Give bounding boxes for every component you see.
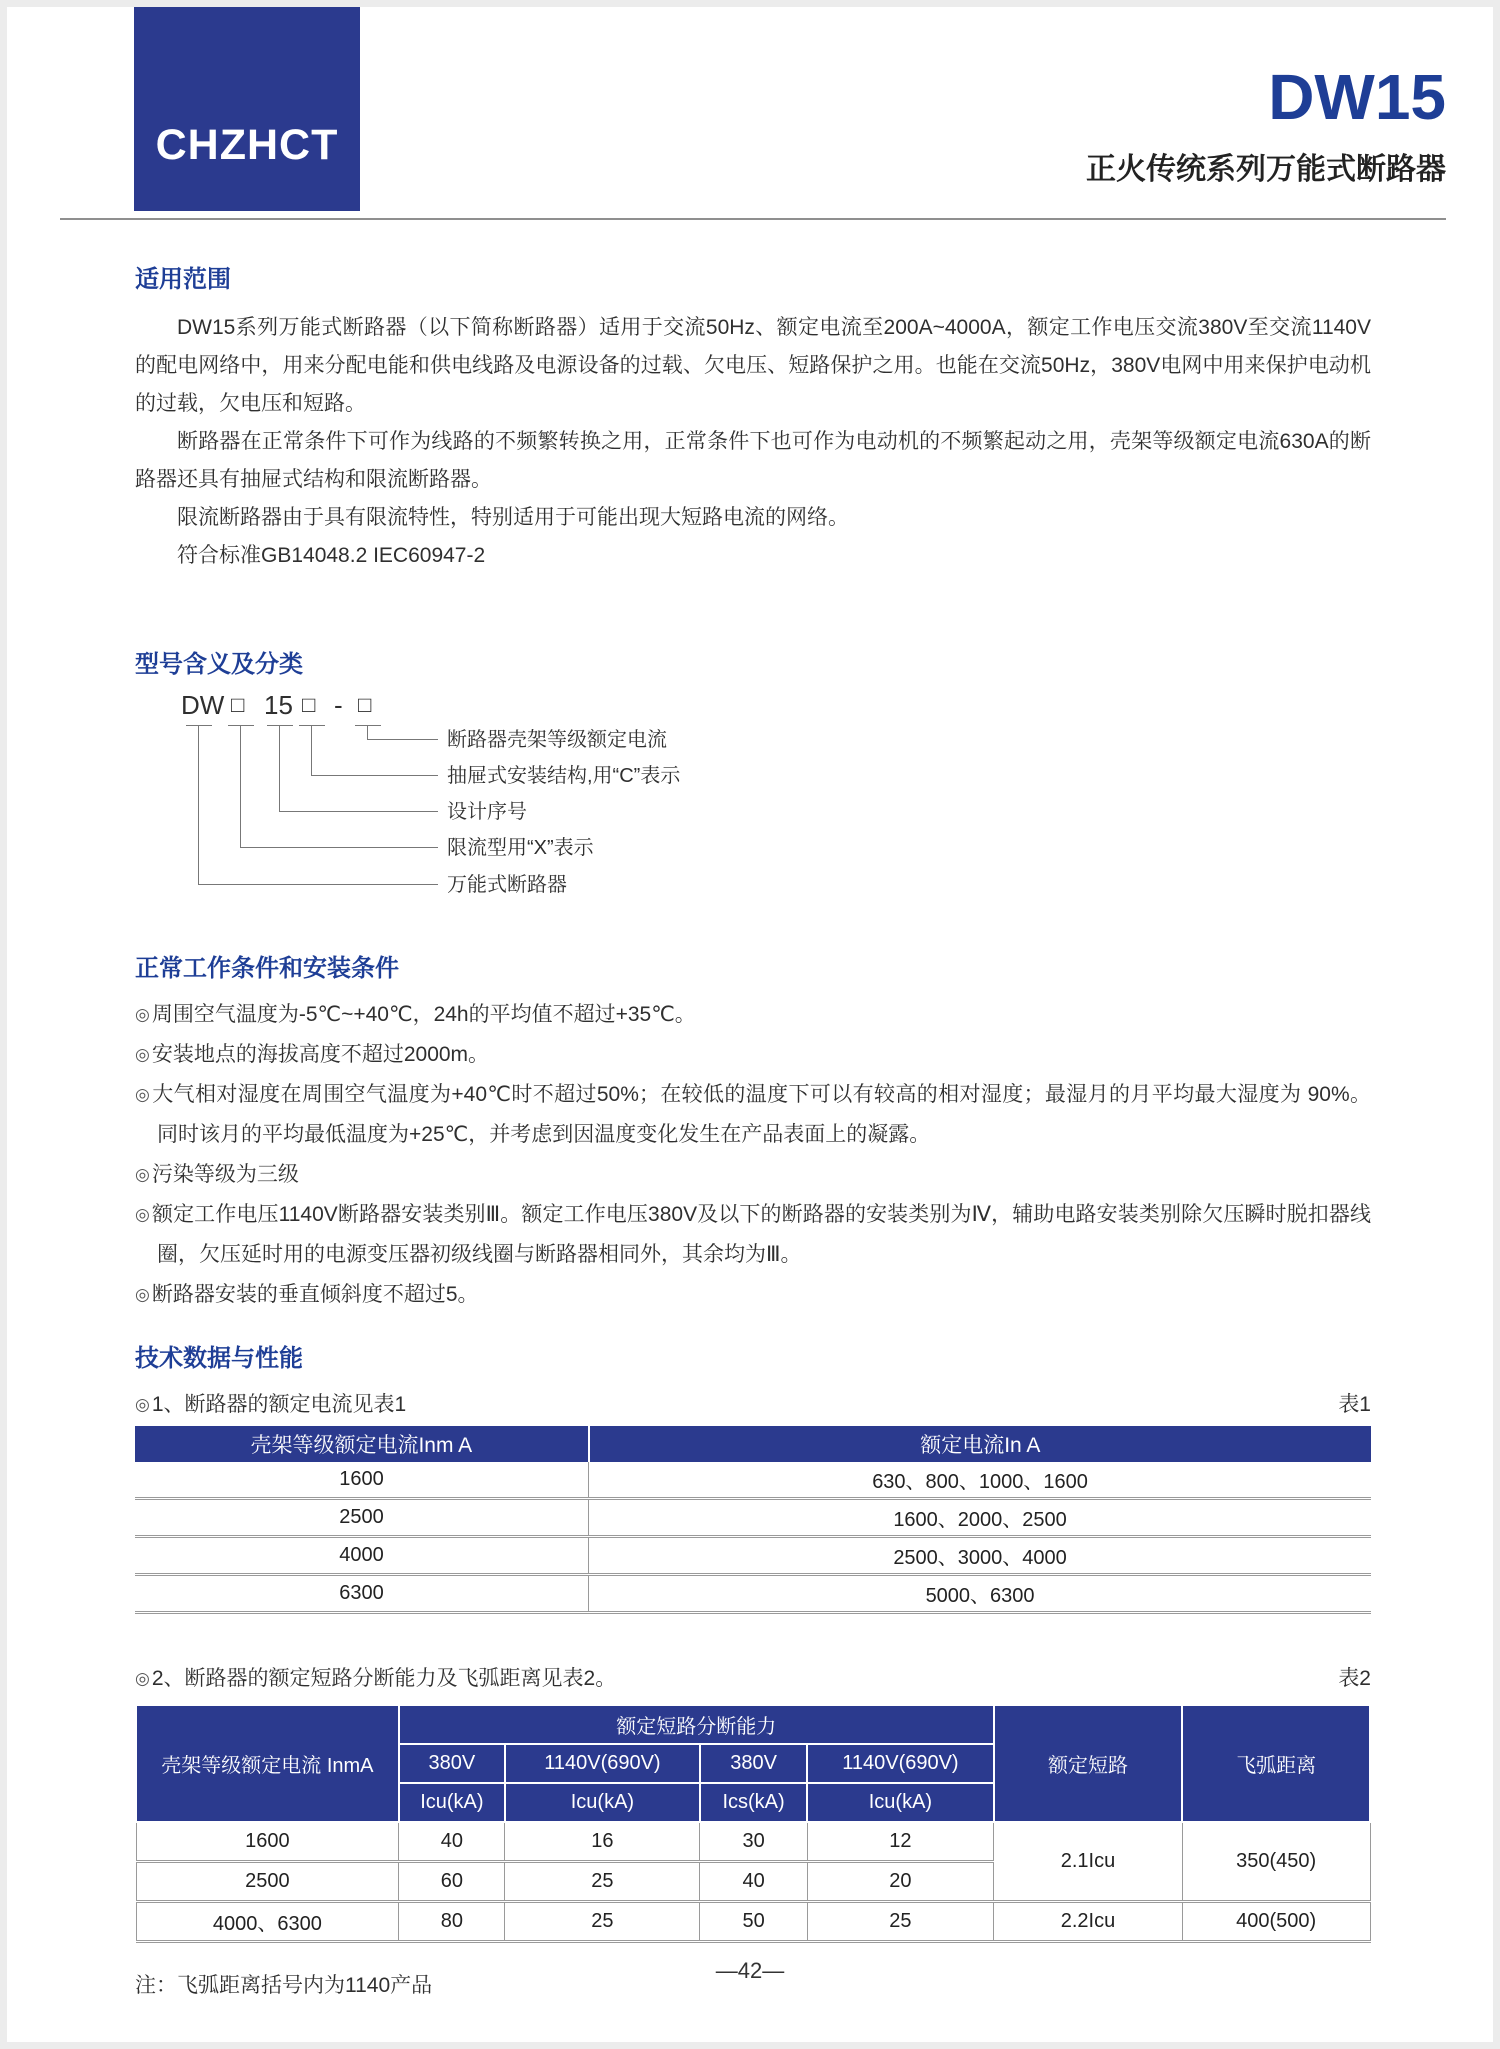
table2-caption-text: 2、断路器的额定短路分断能力及飞弧距离见表2。 xyxy=(151,1667,617,1691)
scope-paragraph: 符合标准GB14048.2 IEC60947-2 xyxy=(177,543,486,567)
table2-header-frame-current: 壳架等级额定电流 InmA xyxy=(136,1705,399,1822)
table-cell: 2500 xyxy=(136,1862,399,1902)
table-row xyxy=(135,1462,1371,1499)
table-cell: 40 xyxy=(399,1822,505,1862)
table-cell: 20 xyxy=(807,1862,993,1902)
table1-tag: 表1 xyxy=(1338,1393,1371,1417)
condition-text: 周围空气温度为-5℃~+40℃，24h的平均值不超过+35℃。 xyxy=(151,1003,696,1027)
table-row xyxy=(135,1499,1371,1537)
bullet-icon: ◎ xyxy=(135,1669,150,1689)
scope-paragraph: 限流断路器由于具有限流特性，特别适用于可能出现大短路电流的网络。 xyxy=(177,505,849,529)
bullet-icon: ◎ xyxy=(135,1165,150,1185)
table1-header-frame-current: 壳架等级额定电流Inm A xyxy=(135,1426,589,1462)
table-cell: 50 xyxy=(700,1902,807,1942)
table-cell: 25 xyxy=(807,1902,993,1942)
table2-header-unit: Icu(kA) xyxy=(807,1783,993,1822)
table-cell: 630、800、1000、1600 xyxy=(589,1462,1371,1499)
table-cell: 2500 xyxy=(135,1499,589,1537)
condition-item xyxy=(135,1155,1371,1195)
table1-header-rated-current: 额定电流In A xyxy=(589,1426,1371,1462)
condition-item xyxy=(135,1035,1371,1075)
brand-logo-text: CHZHCT xyxy=(155,120,339,169)
table-cell: 2.2Icu xyxy=(994,1902,1183,1942)
product-model-title: DW15 xyxy=(1268,61,1446,133)
diagram-connector-line xyxy=(198,726,438,885)
bullet-icon: ◎ xyxy=(135,1285,150,1305)
table-cell: 4000、6300 xyxy=(136,1902,399,1942)
product-series-subtitle: 正火传统系列万能式断路器 xyxy=(1086,153,1446,186)
table2-caption-row xyxy=(135,1662,1371,1692)
table-cell: 30 xyxy=(700,1822,807,1862)
page-content xyxy=(7,266,1493,1999)
table-cell: 4000 xyxy=(135,1537,589,1575)
table2-footnote: 注：飞弧距离括号内为1140产品 xyxy=(135,1974,433,1998)
table-cell: 40 xyxy=(700,1862,807,1902)
model-code-prefix: DW xyxy=(181,689,225,720)
table-cell-merged: 2.1Icu xyxy=(994,1822,1183,1902)
table2-header-rated-short-circuit: 额定短路 xyxy=(994,1705,1183,1822)
section-title-conditions: 正常工作条件和安装条件 xyxy=(135,954,399,982)
table-header-row xyxy=(135,1426,1371,1462)
condition-item xyxy=(135,1195,1371,1275)
bullet-icon: ◎ xyxy=(135,1085,151,1105)
scope-paragraph: 断路器在正常条件下可作为线路的不频繁转换之用，正常条件下也可作为电动机的不频繁起动之用，壳架等级额定电流630A的断路器还具有抽屉式结构和限流断路器。 xyxy=(135,429,1371,491)
condition-item xyxy=(135,995,1371,1035)
table-cell: 16 xyxy=(505,1822,700,1862)
table-cell: 80 xyxy=(399,1902,505,1942)
table2-header-voltage: 1140V(690V) xyxy=(505,1744,700,1783)
table-row xyxy=(135,1537,1371,1575)
model-code-dash: - xyxy=(334,689,343,720)
bullet-icon: ◎ xyxy=(135,1395,150,1415)
model-code-box-3: □ xyxy=(358,691,372,717)
table1-caption-row xyxy=(135,1388,1371,1418)
table-cell: 6300 xyxy=(135,1575,589,1613)
section-title-tech-data: 技术数据与性能 xyxy=(135,1345,303,1373)
table-cell-merged: 350(450) xyxy=(1182,1822,1370,1902)
table-cell: 60 xyxy=(399,1862,505,1902)
diagram-label: 断路器壳架等级额定电流 xyxy=(447,728,667,751)
bullet-icon: ◎ xyxy=(135,1205,150,1225)
breaking-capacity-table xyxy=(135,1704,1371,1943)
bullet-icon: ◎ xyxy=(135,1045,150,1065)
table2-header-breaking-capacity-group: 额定短路分断能力 xyxy=(399,1705,994,1744)
table1-caption xyxy=(135,1388,406,1418)
table-cell: 5000、6300 xyxy=(589,1575,1371,1613)
table2-header-voltage: 380V xyxy=(399,1744,505,1783)
section-title-model-meaning: 型号含义及分类 xyxy=(135,650,303,678)
table2-header-arc-distance: 飞弧距离 xyxy=(1182,1705,1370,1822)
table-cell: 2500、3000、4000 xyxy=(589,1537,1371,1575)
diagram-label: 抽屉式安装结构,用“C”表示 xyxy=(447,764,681,787)
section-title-scope: 适用范围 xyxy=(135,266,231,293)
condition-text: 额定工作电压1140V断路器安装类别Ⅲ。额定工作电压380V及以下的断路器的安装类别为Ⅳ，辅助电路安装类别除欠压瞬时脱扣器线圈，欠压延时用的电源变压器初级线圈与断路器相同外，其余均为Ⅲ。 xyxy=(151,1203,1371,1267)
table-cell: 12 xyxy=(807,1822,993,1862)
table-cell: 1600、2000、2500 xyxy=(589,1499,1371,1537)
table2-header-voltage: 1140V(690V) xyxy=(807,1744,993,1783)
page-header xyxy=(60,7,1446,220)
condition-text: 污染等级为三级 xyxy=(151,1163,299,1187)
table2-header-unit: Ics(kA) xyxy=(700,1783,807,1822)
condition-text: 断路器安装的垂直倾斜度不超过5。 xyxy=(151,1283,479,1307)
diagram-label: 万能式断路器 xyxy=(447,873,567,896)
condition-item xyxy=(135,1075,1371,1155)
table-cell: 1600 xyxy=(135,1462,589,1499)
bullet-icon: ◎ xyxy=(135,1005,150,1025)
brand-logo xyxy=(134,7,360,211)
table-row xyxy=(136,1902,1370,1942)
table2-header-unit: Icu(kA) xyxy=(505,1783,700,1822)
table-cell: 25 xyxy=(505,1862,700,1902)
model-code-design-number: 15 xyxy=(264,689,293,720)
model-code-box-2: □ xyxy=(302,691,316,717)
table-header-row xyxy=(136,1705,1370,1744)
table-cell: 400(500) xyxy=(1182,1902,1370,1942)
rated-current-table xyxy=(135,1426,1371,1614)
table2-header-voltage: 380V xyxy=(700,1744,807,1783)
table-row xyxy=(136,1822,1370,1862)
table-row xyxy=(135,1575,1371,1613)
page-number: —42— xyxy=(715,1958,785,1983)
conditions-list xyxy=(135,995,1371,1315)
model-designation-diagram xyxy=(135,689,1371,897)
table2-caption xyxy=(135,1662,616,1692)
diagram-label: 设计序号 xyxy=(447,800,527,823)
table-cell: 25 xyxy=(505,1902,700,1942)
table2-header-unit: Icu(kA) xyxy=(399,1783,505,1822)
diagram-label: 限流型用“X”表示 xyxy=(447,836,594,859)
condition-item xyxy=(135,1275,1371,1315)
model-code-box-1: □ xyxy=(231,691,245,717)
table2-tag: 表2 xyxy=(1338,1667,1371,1691)
condition-text: 安装地点的海拔高度不超过2000m。 xyxy=(151,1043,490,1067)
table-cell: 1600 xyxy=(136,1822,399,1862)
table1-caption-text: 1、断路器的额定电流见表1 xyxy=(151,1393,407,1417)
scope-paragraphs xyxy=(135,309,1371,575)
condition-text: 大气相对湿度在周围空气温度为+40℃时不超过50%；在较低的温度下可以有较高的相对湿度；最湿月的月平均最大湿度为 90%。同时该月的平均最低温度为+25℃，并考虑到因温度变化发生在产品表面上的凝露。 xyxy=(152,1083,1371,1147)
scope-paragraph: DW15系列万能式断路器（以下简称断路器）适用于交流50Hz、额定电流至200A~4000A，额定工作电压交流380V至交流1140V的配电网络中，用来分配电能和供电线路及电源设备的过载、欠电压、短路保护之用。也能在交流50Hz，380V电网中用来保护电动机的过载，欠电压和短路。 xyxy=(135,315,1371,415)
